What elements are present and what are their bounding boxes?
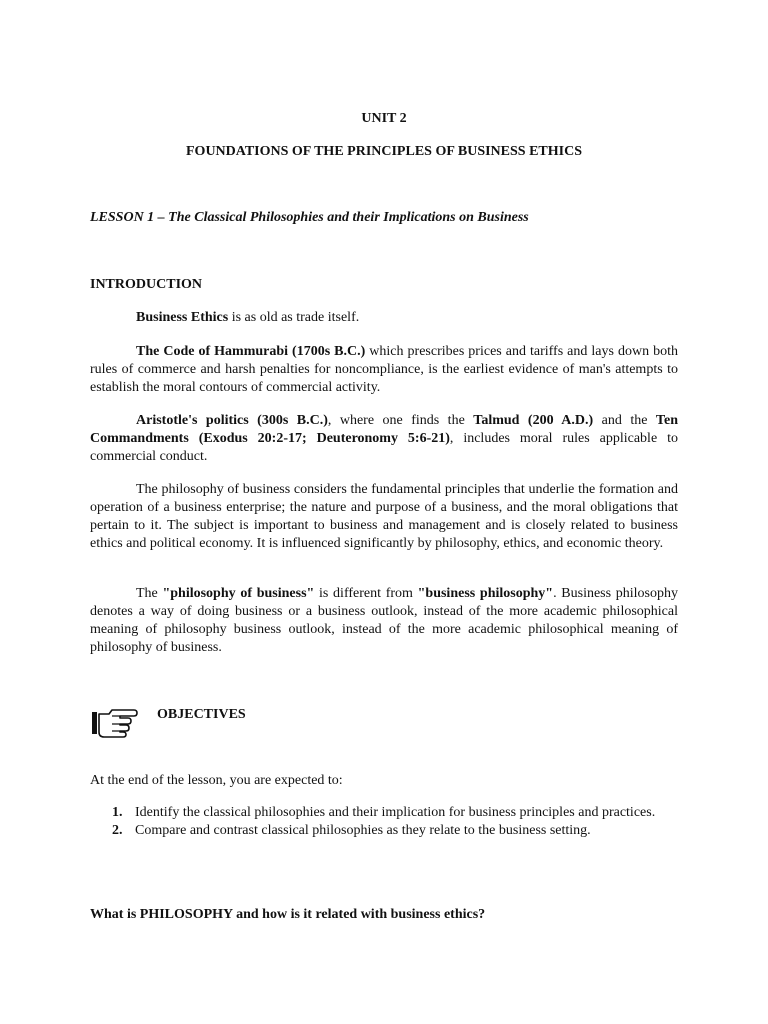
unit-label: UNIT 2 — [361, 111, 407, 126]
introduction-heading: INTRODUCTION — [90, 277, 203, 292]
paragraph-3-bold-2: Talmud (200 A.D.) — [473, 413, 594, 428]
paragraph-1-text: is as old as trade itself. — [228, 310, 360, 325]
paragraph-2 — [90, 343, 678, 397]
objective-number: 2. — [112, 823, 123, 838]
objective-item — [90, 822, 678, 840]
paragraph-5-text-0: The — [136, 586, 163, 601]
objective-text: Compare and contrast classical philosophies as they relate to the business setting. — [135, 823, 591, 838]
objective-number: 1. — [112, 805, 123, 820]
objectives-heading: OBJECTIVES — [157, 707, 246, 722]
objective-text: Identify the classical philosophies and their implication for business principles and practices. — [135, 805, 656, 820]
paragraph-5-text-1: is different from — [314, 586, 418, 601]
paragraph-5-text-2: . Business philosophy denotes a way of doing business or a business outlook, instead of the more academic philosophical meaning of philosophy business outlook, instead of the more academic philosophical meaning of philosophy of business. — [90, 586, 679, 655]
objective-item — [90, 804, 678, 822]
paragraph-3-text-3: , includes moral rules applicable to commercial conduct. — [90, 431, 678, 464]
paragraph-2-text: which prescribes prices and tariffs and lays down both rules of commerce and harsh penalties for noncompliance, is the earliest evidence of man's attempts to establish the moral contours of commercial activity. — [90, 344, 678, 395]
paragraph-1 — [90, 309, 678, 327]
paragraph-5 — [90, 585, 678, 657]
question-heading: What is PHILOSOPHY and how is it related with business ethics? — [90, 907, 486, 922]
paragraph-3-text-2: and the — [593, 413, 656, 428]
lesson-title: LESSON 1 – The Classical Philosophies and their Implications on Business — [90, 210, 529, 225]
paragraph-5-bold-2: "business philosophy" — [417, 586, 554, 601]
paragraph-3-bold-3: Ten Commandments (Exodus 20:2-17; Deuteronomy 5:6-21) — [90, 413, 678, 446]
paragraph-3-text-1: , where one finds the — [327, 413, 474, 428]
paragraph-2-bold: The Code of Hammurabi (1700s B.C.) — [136, 344, 366, 359]
paragraph-1-bold: Business Ethics — [136, 310, 229, 325]
paragraph-3-bold-1: Aristotle's politics (300s B.C.) — [136, 413, 328, 428]
pointing-hand-icon — [90, 704, 138, 740]
paragraph-3 — [90, 412, 678, 466]
paragraph-4: The philosophy of business considers the fundamental principles that underlie the formation and operation of a business enterprise; the nature and purpose of a business, and the moral obligations that pertain to it. The subject is important to business and management and is closely related to business ethics and political economy. It is influenced significantly by philosophy, ethics, and economic theory. — [90, 482, 678, 551]
unit-title: FOUNDATIONS OF THE PRINCIPLES OF BUSINESS ETHICS — [186, 144, 582, 159]
objectives-intro: At the end of the lesson, you are expected to: — [90, 773, 343, 788]
objectives-list — [90, 804, 678, 840]
paragraph-5-bold-1: "philosophy of business" — [162, 586, 315, 601]
